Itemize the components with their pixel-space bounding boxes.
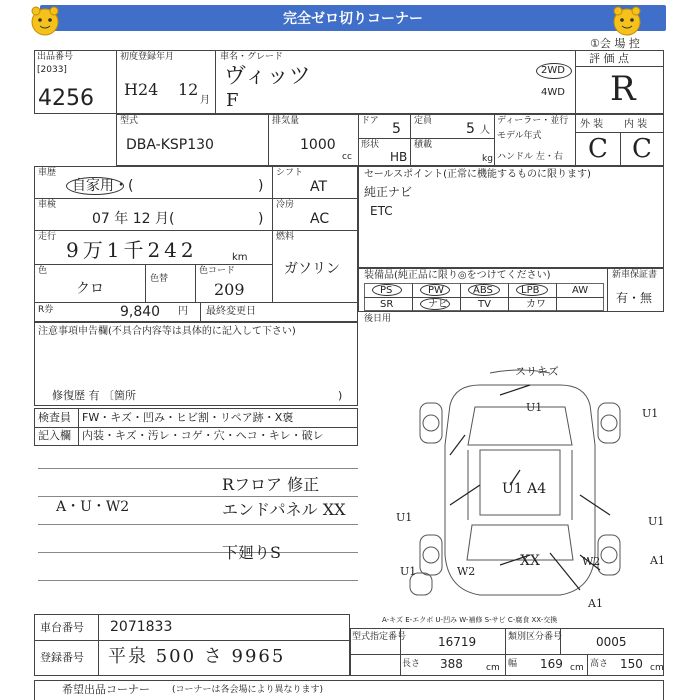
recycle-label: R券 bbox=[38, 305, 54, 315]
lot-sub: [2033] bbox=[37, 65, 67, 75]
recycle-unit: 円 bbox=[178, 306, 188, 317]
recycle-value: 9,840 bbox=[120, 304, 161, 320]
equipment-lpb-circle bbox=[516, 284, 548, 296]
equipment-abs-circle bbox=[468, 284, 500, 296]
equipment-sr: SR bbox=[380, 299, 394, 310]
height-unit: cm bbox=[650, 663, 664, 673]
equipment-label: 装備品(純正品に限り◎をつけてください) bbox=[364, 270, 551, 281]
shape-value: HB bbox=[390, 150, 408, 164]
first-reg-month-unit: 月 bbox=[200, 95, 210, 106]
length-unit: cm bbox=[486, 663, 500, 673]
doors-value: 5 bbox=[392, 121, 401, 137]
repair-history-close: ) bbox=[338, 389, 343, 402]
notes-label: 注意事項申告欄(不具合内容等は具体的に記入して下さい) bbox=[38, 326, 296, 337]
drive-2wd: 2WD bbox=[541, 65, 565, 76]
use-value: 自家用・( bbox=[72, 178, 134, 194]
int-label: 内 装 bbox=[624, 119, 648, 130]
last-change-label: 最終変更日 bbox=[206, 306, 256, 317]
dealer-label: ディーラー・並行 bbox=[497, 116, 569, 126]
inspector-row-2: 内装・キズ・汚レ・コゲ・穴・ヘコ・キレ・破レ bbox=[82, 429, 324, 442]
drive-4wd: 4WD bbox=[541, 87, 565, 98]
inspection-value: 07 年 12 月( bbox=[92, 211, 175, 227]
doors-label: ドア bbox=[361, 116, 379, 126]
equipment-pw: PW bbox=[428, 285, 444, 296]
width-unit: cm bbox=[570, 663, 584, 673]
mascot-left-icon bbox=[28, 4, 62, 38]
first-reg-month: 12 bbox=[178, 80, 199, 99]
handwritten-left-note: A・U・W2 bbox=[56, 499, 130, 515]
handwritten-note-1: Rフロア 修正 bbox=[222, 475, 320, 494]
car-grade: F bbox=[226, 90, 239, 111]
color-code-label: 色コード bbox=[199, 266, 236, 276]
corner-banner: 完全ゼロ切りコーナー bbox=[40, 5, 666, 31]
damage-legend: A-キズ E-エクボ U-凹み W-補修 S-サビ C-腐食 XX-交換 bbox=[382, 616, 558, 624]
length-label: 長さ bbox=[402, 659, 421, 669]
plate-value: 平泉 500 さ 9965 bbox=[108, 646, 286, 667]
inspector-label: 検査員 bbox=[38, 411, 71, 424]
seats-unit: 人 bbox=[480, 125, 490, 136]
first-reg-era: H24 bbox=[124, 80, 159, 99]
handle-label: ハンドル 左・右 bbox=[497, 152, 563, 162]
car-name-label: 車名・グレード bbox=[220, 52, 284, 62]
sales-points-label: セールスポイント(正常に機能するものに限ります) bbox=[364, 169, 591, 180]
damage-mark: U1 bbox=[648, 515, 665, 528]
equipment-navi: ナビ bbox=[428, 299, 448, 310]
ac-label: 冷房 bbox=[276, 200, 295, 210]
inspector-row-1: FW・キズ・凹み・ヒビ割・リペア跡・X褒 bbox=[82, 411, 294, 424]
width-value: 169 bbox=[540, 657, 563, 671]
damage-mark: U1 bbox=[396, 511, 413, 524]
sales-point-item: ETC bbox=[370, 204, 393, 218]
handwritten-note-2: エンドパネル XX bbox=[222, 500, 346, 519]
use-close: ) bbox=[258, 178, 264, 194]
eval-label: 評 価 点 bbox=[589, 52, 629, 65]
diagram-top-label: スリキズ bbox=[515, 365, 559, 378]
equipment-pw-circle bbox=[420, 284, 450, 296]
entry-label: 記入欄 bbox=[38, 429, 71, 442]
rec-label: 型式指定番号 bbox=[352, 632, 407, 642]
copy-label: ①会 場 控 bbox=[590, 37, 640, 50]
class-label: 類別区分番号 bbox=[508, 632, 563, 642]
length-value: 388 bbox=[440, 657, 463, 671]
sales-points-frame bbox=[358, 166, 664, 268]
int-grade: C bbox=[632, 134, 652, 164]
mileage-value: 9万1千242 bbox=[66, 238, 198, 262]
height-label: 高さ bbox=[590, 659, 609, 669]
use-label: 車歴 bbox=[38, 168, 57, 178]
request-corner-label: 希望出品コーナー bbox=[62, 683, 150, 696]
damage-mark: W2 bbox=[457, 565, 476, 578]
rec-value: 16719 bbox=[438, 635, 477, 649]
plate-label: 登録番号 bbox=[40, 651, 84, 664]
height-value: 150 bbox=[620, 657, 643, 671]
displacement-label: 排気量 bbox=[272, 116, 300, 126]
equipment-leather: カワ bbox=[526, 299, 546, 310]
car-name: ヴィッツ bbox=[224, 64, 311, 89]
inspection-label: 車検 bbox=[38, 200, 57, 210]
equipment-tv: TV bbox=[478, 299, 491, 310]
load-label: 積載 bbox=[414, 140, 433, 150]
new-car-warranty-value: 有・無 bbox=[616, 291, 653, 305]
seats-value: 5 bbox=[466, 121, 475, 137]
equipment-navi-circle bbox=[420, 298, 450, 310]
mascot-right-icon bbox=[610, 4, 644, 38]
shift-value: AT bbox=[310, 179, 328, 195]
color-label: 色 bbox=[38, 266, 48, 276]
damage-mark: W2 bbox=[582, 555, 601, 568]
damage-mark: U1 bbox=[400, 565, 417, 578]
handwritten-note-3: 下廻りS bbox=[222, 543, 281, 562]
model-value: DBA-KSP130 bbox=[126, 137, 214, 153]
damage-mark: XX bbox=[520, 553, 540, 569]
fuel-label: 燃料 bbox=[276, 232, 295, 242]
body-no-value: 2071833 bbox=[110, 619, 173, 635]
displacement-value: 1000 bbox=[300, 137, 336, 153]
lot-number: 4256 bbox=[38, 86, 94, 111]
equipment-lpb: LPB bbox=[521, 285, 540, 296]
eval-score: R bbox=[610, 69, 636, 109]
equipment-abs: ABS bbox=[473, 285, 493, 296]
damage-mark: U1 A4 bbox=[502, 481, 547, 497]
mileage-unit: km bbox=[232, 252, 248, 263]
damage-mark: U1 bbox=[526, 401, 543, 414]
repair-history-label: 修復歴 有 〔箇所 bbox=[52, 389, 136, 402]
lot-label: 出品番号 bbox=[37, 52, 74, 62]
inspection-close: ) bbox=[258, 211, 264, 227]
color-swap-label: 色替 bbox=[150, 274, 169, 284]
ac-value: AC bbox=[310, 211, 330, 227]
damage-mark: A1 bbox=[650, 554, 665, 567]
new-car-warranty-label: 新車保証書 bbox=[612, 270, 658, 280]
load-unit: kg bbox=[482, 154, 493, 164]
equipment-aw: AW bbox=[572, 285, 589, 296]
ext-grade: C bbox=[588, 134, 608, 164]
damage-mark: U1 bbox=[642, 407, 659, 420]
sales-point-item: 純正ナビ bbox=[364, 185, 413, 199]
equipment-ps: PS bbox=[380, 285, 393, 296]
class-value: 0005 bbox=[596, 635, 627, 649]
later-label: 後日用 bbox=[364, 314, 392, 324]
width-label: 幅 bbox=[508, 659, 518, 669]
body-no-label: 車台番号 bbox=[40, 621, 84, 634]
request-corner-note: (コーナーは各会場により異なります) bbox=[172, 685, 324, 695]
color-code: 209 bbox=[214, 280, 245, 299]
first-reg-label: 初度登録年月 bbox=[120, 52, 175, 62]
fuel-value: ガソリン bbox=[284, 261, 340, 277]
damage-mark: A1 bbox=[588, 597, 603, 610]
equipment-ps-circle bbox=[372, 284, 402, 296]
mileage-label: 走行 bbox=[38, 232, 57, 242]
seats-label: 定員 bbox=[414, 116, 433, 126]
ext-label: 外 装 bbox=[580, 119, 604, 130]
color-value: クロ bbox=[76, 281, 104, 297]
displacement-unit: cc bbox=[342, 152, 352, 162]
model-year-label: モデル年式 bbox=[497, 131, 542, 141]
shape-label: 形状 bbox=[361, 140, 380, 150]
model-label: 型式 bbox=[120, 116, 139, 126]
shift-label: シフト bbox=[276, 168, 304, 178]
